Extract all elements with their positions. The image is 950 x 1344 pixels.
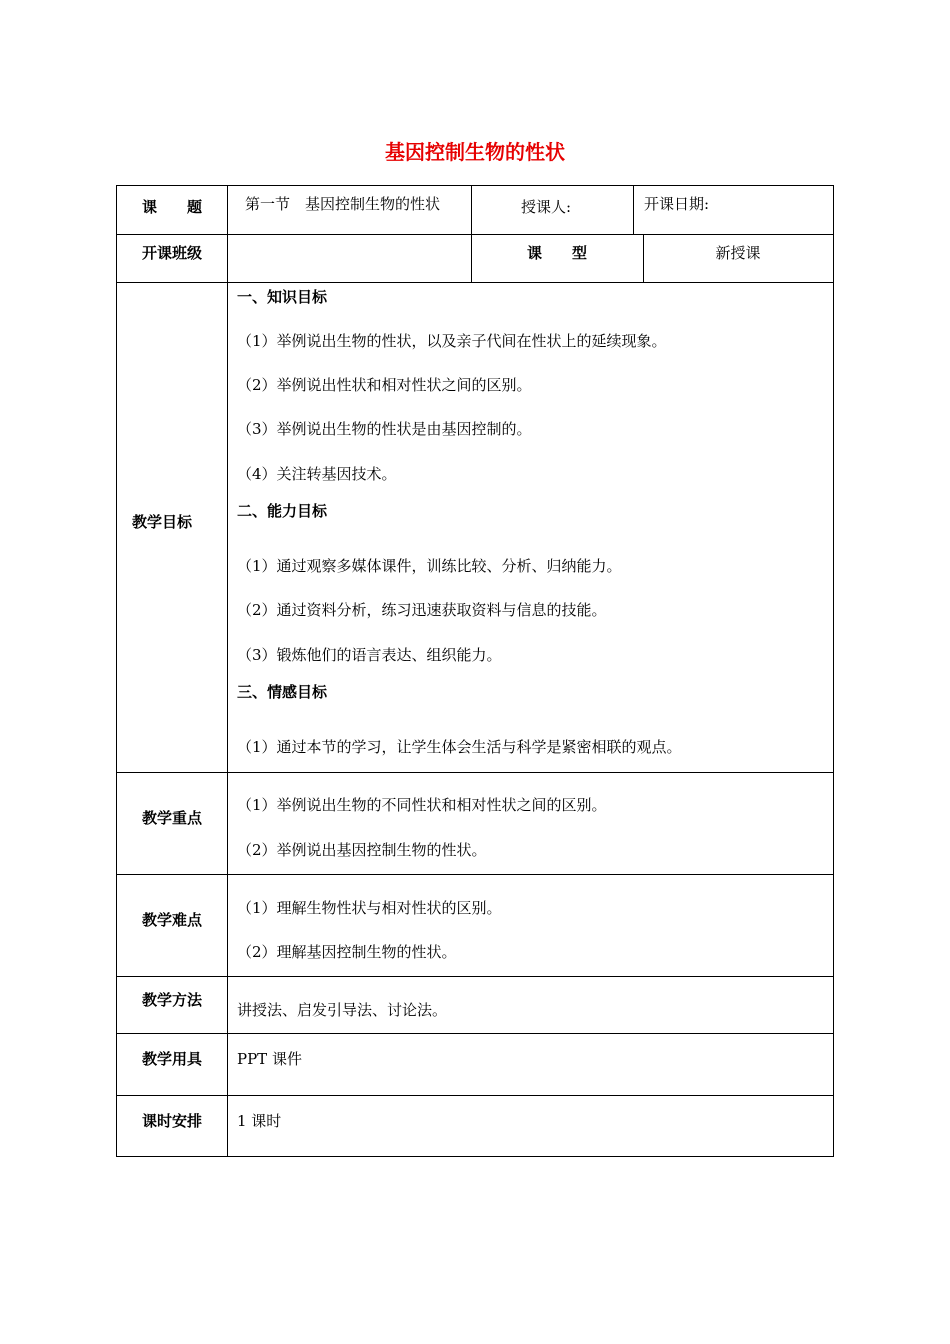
col-divider	[227, 186, 228, 1156]
row-divider	[117, 976, 833, 977]
schedule-value: 1 课时	[237, 1112, 282, 1130]
topic-value: 第一节 基因控制生物的性状	[245, 195, 441, 213]
type-label: 课 型	[526, 244, 587, 262]
ability-item: （1）通过观察多媒体课件，训练比较、分析、归纳能力。	[237, 557, 622, 575]
knowledge-item: （1）举例说出生物的性状，以及亲子代间在性状上的延续现象。	[237, 332, 667, 350]
key-point-item: （1）举例说出生物的不同性状和相对性状之间的区别。	[237, 796, 607, 814]
row-divider	[117, 1033, 833, 1034]
difficulty-item: （1）理解生物性状与相对性状的区别。	[237, 899, 502, 917]
date-label: 开课日期:	[644, 195, 710, 213]
type-value: 新授课	[715, 244, 761, 262]
lesson-plan-table	[116, 185, 834, 1157]
methods-value: 讲授法、启发引导法、讨论法。	[237, 1001, 448, 1019]
topic-label: 课 题	[141, 198, 202, 216]
knowledge-item: （4）关注转基因技术。	[237, 465, 397, 483]
difficulties-label: 教学难点	[141, 911, 202, 929]
document-title: 基因控制生物的性状	[385, 140, 565, 164]
col-divider	[471, 186, 472, 282]
class-label: 开课班级	[141, 244, 202, 262]
row-divider	[117, 1095, 833, 1096]
knowledge-item: （3）举例说出生物的性状是由基因控制的。	[237, 420, 532, 438]
row-divider	[117, 282, 833, 283]
key-point-item: （2）举例说出基因控制生物的性状。	[237, 841, 487, 859]
methods-label: 教学方法	[141, 991, 202, 1009]
tools-label: 教学用具	[141, 1050, 202, 1068]
col-divider	[633, 186, 634, 234]
knowledge-item: （2）举例说出性状和相对性状之间的区别。	[237, 376, 532, 394]
key-points-label: 教学重点	[141, 809, 202, 827]
ability-item: （3）锻炼他们的语言表达、组织能力。	[237, 646, 502, 664]
row-divider	[117, 234, 833, 235]
goals-label: 教学目标	[131, 513, 192, 531]
ability-heading: 二、能力目标	[237, 502, 328, 520]
difficulty-item: （2）理解基因控制生物的性状。	[237, 943, 457, 961]
tools-value: PPT 课件	[237, 1050, 302, 1068]
schedule-label: 课时安排	[141, 1112, 202, 1130]
emotion-item: （1）通过本节的学习，让学生体会生活与科学是紧密相联的观点。	[237, 738, 682, 756]
ability-item: （2）通过资料分析，练习迅速获取资料与信息的技能。	[237, 601, 607, 619]
teacher-label: 授课人:	[521, 198, 572, 216]
knowledge-heading: 一、知识目标	[237, 288, 328, 306]
emotion-heading: 三、情感目标	[237, 683, 328, 701]
row-divider	[117, 874, 833, 875]
row-divider	[117, 772, 833, 773]
